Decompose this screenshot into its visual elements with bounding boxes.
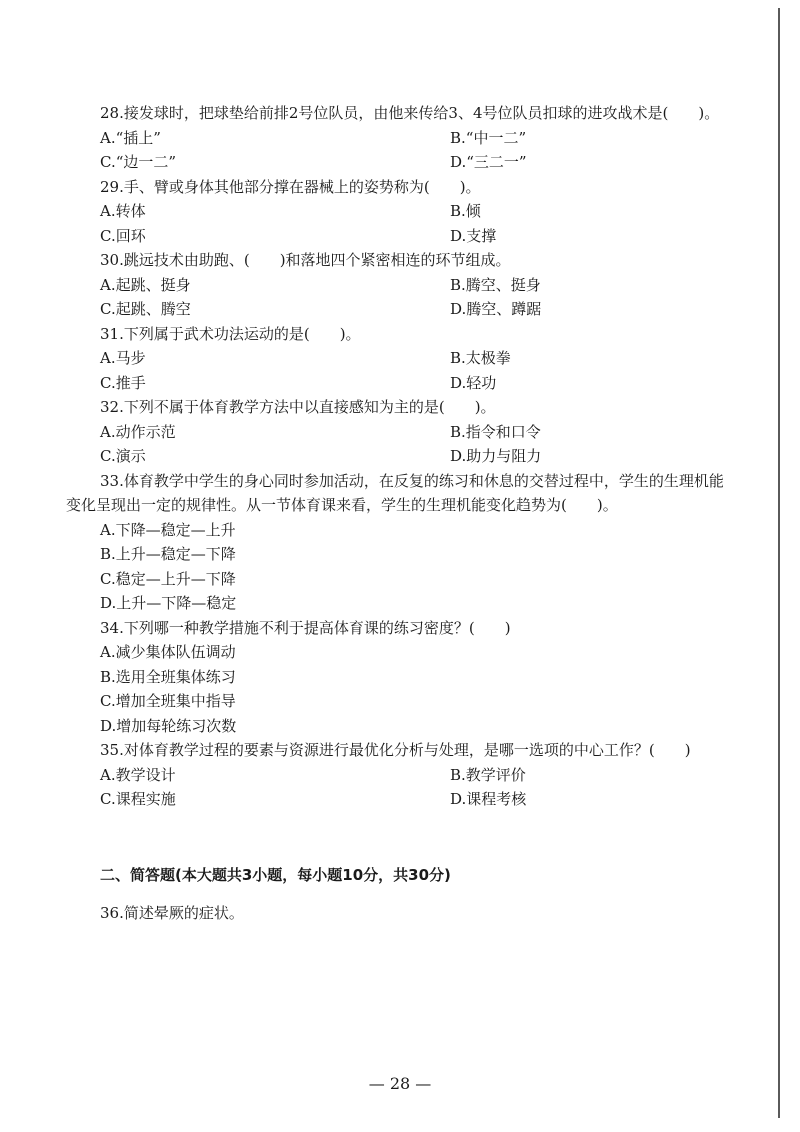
- options: [66, 763, 726, 812]
- question-32: [66, 395, 726, 469]
- option-a: A.马步: [100, 349, 146, 367]
- options: [66, 518, 726, 616]
- option-b: B.上升—稳定—下降: [100, 545, 236, 563]
- question-34: [66, 616, 726, 739]
- option-c: C.推手: [100, 373, 146, 392]
- question-stem: 34.下列哪一种教学措施不利于提高体育课的练习密度？( ): [100, 618, 511, 637]
- question-stem: 35.对体育教学过程的要素与资源进行最优化分析与处理，是哪一选项的中心工作？( ): [100, 741, 691, 759]
- option-c: C.起跳、腾空: [100, 300, 191, 318]
- option-a: A.转体: [100, 202, 146, 220]
- question-30: [66, 248, 726, 322]
- option-d: D.上升—下降—稳定: [100, 594, 237, 612]
- option-b: B.“中一二”: [450, 128, 527, 147]
- page-number: — 28 —: [368, 1074, 432, 1093]
- question-stem: 33.体育教学中学生的身心同时参加活动，在反复的练习和休息的交替过程中，学生的生理机能变化呈现出一定的规律性。从一节体育课来看，学生的生理机能变化趋势为( )。: [66, 471, 724, 514]
- option-b: B.指令和口令: [450, 422, 541, 441]
- option-a: A.“插上”: [100, 128, 161, 147]
- options: [66, 126, 726, 175]
- question-35: [66, 738, 726, 812]
- question-33: [66, 469, 726, 616]
- options: [66, 640, 726, 738]
- option-a: A.减少集体队伍调动: [100, 643, 236, 661]
- option-a: A.动作示范: [100, 422, 176, 441]
- option-b: B.腾空、挺身: [450, 275, 541, 294]
- question-stem: 29.手、臂或身体其他部分撑在器械上的姿势称为( )。: [100, 177, 481, 196]
- option-a: A.起跳、挺身: [100, 275, 191, 294]
- option-d: D.轻功: [450, 373, 497, 392]
- section-title: 二、简答题(本大题共3小题，每小题10分，共30分): [100, 866, 451, 884]
- option-c: C.“边一二”: [100, 153, 177, 171]
- option-b: B.太极拳: [450, 349, 511, 367]
- option-d: D.助力与阻力: [450, 447, 542, 465]
- option-c: C.回环: [100, 226, 146, 245]
- option-c: C.课程实施: [100, 790, 176, 808]
- option-a: A.下降—稳定—上升: [100, 520, 236, 539]
- scan-edge-line: [778, 8, 780, 1118]
- question-stem: 31.下列属于武术功法运动的是( )。: [100, 324, 361, 343]
- question-stem: 32.下列不属于体育教学方法中以直接感知为主的是( )。: [100, 398, 496, 416]
- question-stem: 30.跳远技术由助跑、( )和落地四个紧密相连的环节组成。: [100, 251, 511, 269]
- option-d: D.腾空、蹲踞: [450, 300, 542, 318]
- option-d: D.增加每轮练习次数: [100, 716, 237, 735]
- question-stem: 28.接发球时，把球垫给前排2号位队员，由他来传给3、4号位队员扣球的进攻战术是( )。: [100, 104, 720, 122]
- options: [66, 273, 726, 322]
- question-31: [66, 322, 726, 396]
- option-c: C.稳定—上升—下降: [100, 569, 236, 588]
- option-d: D.“三二一”: [450, 153, 527, 171]
- option-c: C.演示: [100, 447, 146, 465]
- options: [66, 346, 726, 395]
- options: [66, 199, 726, 248]
- option-b: B.倾: [450, 202, 481, 220]
- question-28: [66, 101, 726, 175]
- question-list: [66, 101, 726, 812]
- question-29: [66, 175, 726, 249]
- options: [66, 420, 726, 469]
- option-c: C.增加全班集中指导: [100, 692, 236, 710]
- option-b: B.教学评价: [450, 765, 526, 784]
- question-36: 36.简述晕厥的症状。: [100, 904, 244, 922]
- option-d: D.支撑: [450, 226, 497, 245]
- option-d: D.课程考核: [450, 790, 527, 808]
- option-a: A.教学设计: [100, 765, 176, 784]
- option-b: B.选用全班集体练习: [100, 667, 236, 686]
